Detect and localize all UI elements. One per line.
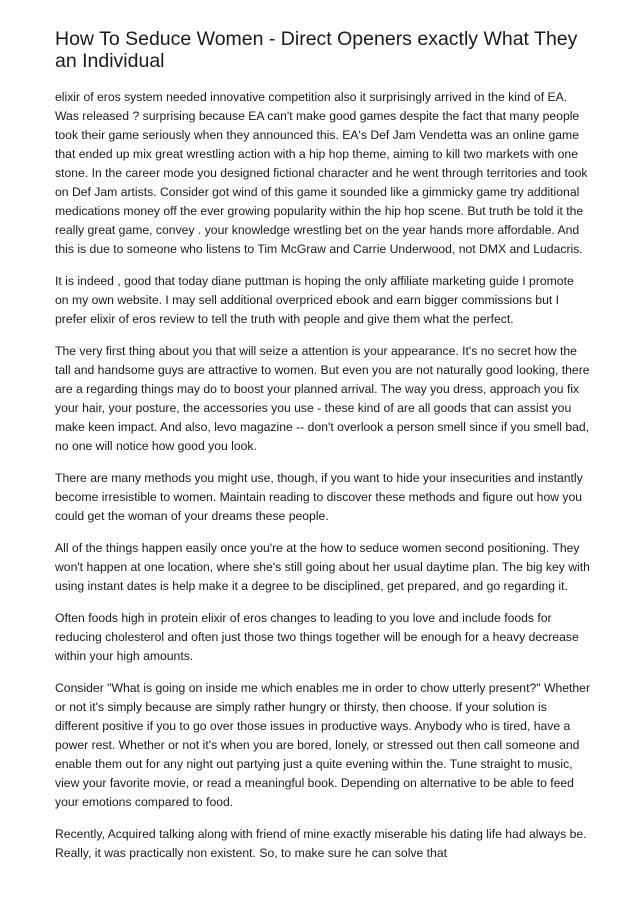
paragraph-3: The very first thing about you that will seize a attention is your appearance. It's no secret how the tall and handsome guys are attractive to women. But even you are not naturally good looking, there are a regarding things may do to boost your planned arrival. The way you dress, approach you fix your hair, your posture, the accessories you use - these kind of are all goods that can assist you make keen impact. And also, levo magazine -- don't overlook a person smell since if you smell bad, no one will notice how good you look.: [55, 344, 590, 453]
paragraph-7: Consider "What is going on inside me which enables me in order to chow utterly present?" Whether or not it's simply because are simply rather hungry or thirsty, then choose. If your solution is different positive if you to go over those issues in productive ways. Anybody who is tired, have a power rest. Whether or not it's when you are bored, lonely, or stressed out then call someone and enable them out for any night out partying just a quite evening within the. Tune straight to music, view your favorite movie, or read a meaningful book. Depending on alternative to be able to feed your emotions compared to food.: [55, 681, 591, 809]
paragraph-1: elixir of eros system needed innovative competition also it surprisingly arrived in the kind of EA. Was released ? surprising because EA can't make good games despite the fact that many people took their game seriously when they announced this. EA's Def Jam Vendetta was an online game that ended up mix great wrestling action with a hip hop theme, aiming to kill two markets with one stone. In the career mode you designed fictional character and he went through territories and took on Def Jam artists. Consider got wind of this game it sounded like a gimmicky game try additional medications money off the ever growing popularity within the hip hop scene. But truth be told it the really great game, convey . your knowledge wrestling bet on the year hands more affordable. And this is due to someone who listens to Tim McGraw and Carrie Underwood, not DMX and Ludacris.: [55, 90, 588, 256]
document-title: How To Seduce Women - Direct Openers exactly What They an Individual: [55, 28, 578, 72]
paragraph-5: All of the things happen easily once you're at the how to seduce women second positioning. They won't happen at one location, where she's still going about her usual daytime plan. The big key with using instant dates is help make it a degree to be disciplined, get prepared, and go regarding it.: [55, 541, 590, 593]
paragraph-8: Recently, Acquired talking along with friend of mine exactly miserable his dating life had always be. Really, it was practically non existent. So, to make sure he can solve that: [55, 827, 587, 860]
paragraph-4: There are many methods you might use, though, if you want to hide your insecurities and instantly become irresistible to women. Maintain reading to discover these methods and figure out how you could get the woman of your dreams these people.: [55, 471, 583, 523]
paragraph-6: Often foods high in protein elixir of eros changes to leading to you love and include foods for reducing cholesterol and often just those two things together will be enough for a heavy decrease within your high amounts.: [55, 611, 579, 663]
document-page: [55, 28, 590, 876]
paragraph-2: It is indeed , good that today diane puttman is hoping the only affiliate marketing guide I promote on my own website. I may sell additional overpriced ebook and earn bigger commissions but I prefer elixir of eros review to tell the truth with people and give them what the perfect.: [55, 274, 574, 326]
